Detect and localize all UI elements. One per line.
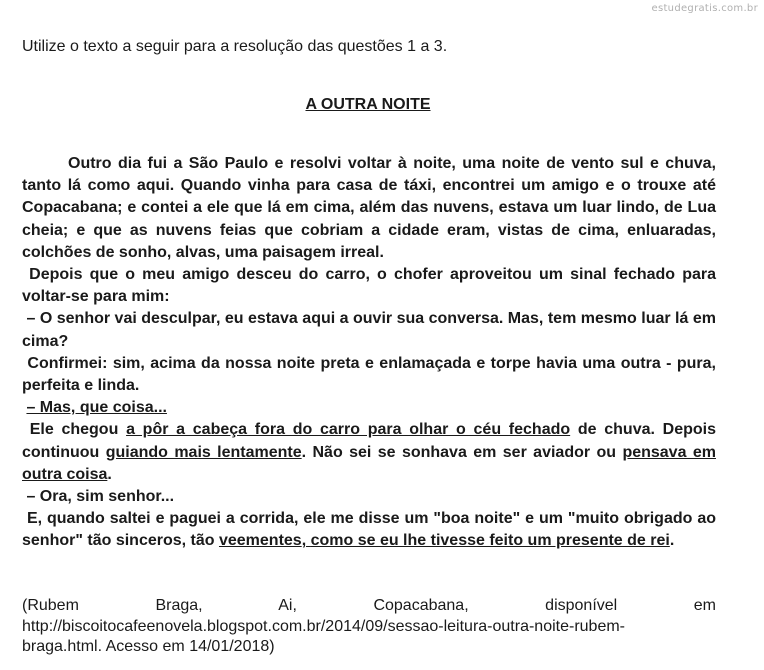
paragraph-4: Confirmei: sim, acima da nossa noite preta e enlamaçada e torpe havia uma outra - pura, perfeita e linda.	[22, 354, 716, 395]
citation-line: (Rubem Braga, Ai, Copacabana, disponível em	[22, 597, 716, 614]
source-citation	[22, 596, 716, 658]
underlined-phrase: como se eu lhe tivesse feito um presente de rei	[310, 532, 670, 550]
citation-url: http://biscoitocafeenovela.blogspot.com.br/2014/09/sessao-leitura-outra-noite-rubem-	[22, 617, 625, 635]
instruction-text: Utilize o texto a seguir para a resolução das questões 1 a 3.	[22, 38, 448, 55]
paragraph-8: E, quando saltei e paguei a corrida, ele me disse um "boa noite" e um "muito obrigado ao senhor" tão sinceros, tão veementes, como se eu lhe tivesse feito um presente de rei.	[22, 510, 717, 550]
paragraph-2: Depois que o meu amigo desceu do carro, o chofer aproveitou um sinal fechado para voltar-se para mim:	[22, 266, 717, 306]
paragraph-1: Outro dia fui a São Paulo e resolvi voltar à noite, uma noite de vento sul e chuva, tanto lá como aqui. Quando vinha para casa de táxi, encontrei um amigo e o trouxe até Copacabana; e contei a ele que lá em cima, além das nuvens, estava um luar lindo, de Lua cheia; e que as nuvens feias que cobriam a cidade eram, vistas de cima, enluaradas, colchões de sonho, alvas, uma paisagem irreal.	[22, 155, 716, 261]
underlined-phrase: guiando mais lentamente	[105, 443, 302, 461]
underlined-phrase: pensava em outra coisa	[22, 443, 716, 483]
citation-line: braga.html. Acesso em 14/01/2018)	[22, 638, 275, 655]
watermark: estudegratis.com.br	[651, 3, 758, 14]
paragraph-5: – Mas, que coisa...	[26, 399, 167, 417]
underlined-phrase: veementes	[218, 532, 302, 550]
paragraph-7: – Ora, sim senhor...	[26, 488, 175, 506]
underlined-phrase: a pôr a cabeça fora do carro para olhar o céu fechado	[126, 421, 571, 439]
paragraph-3: – O senhor vai desculpar, eu estava aqui a ouvir sua conversa. Mas, tem mesmo luar lá em cima?	[22, 310, 716, 350]
story-text	[22, 153, 716, 553]
paragraph-6: Ele chegou a pôr a cabeça fora do carro para olhar o céu fechado de chuva. Depois continuou guiando mais lentamente. Não sei se sonhava em ser aviador ou pensava em outra coisa.	[22, 421, 717, 483]
text-title: A OUTRA NOITE	[305, 96, 431, 113]
